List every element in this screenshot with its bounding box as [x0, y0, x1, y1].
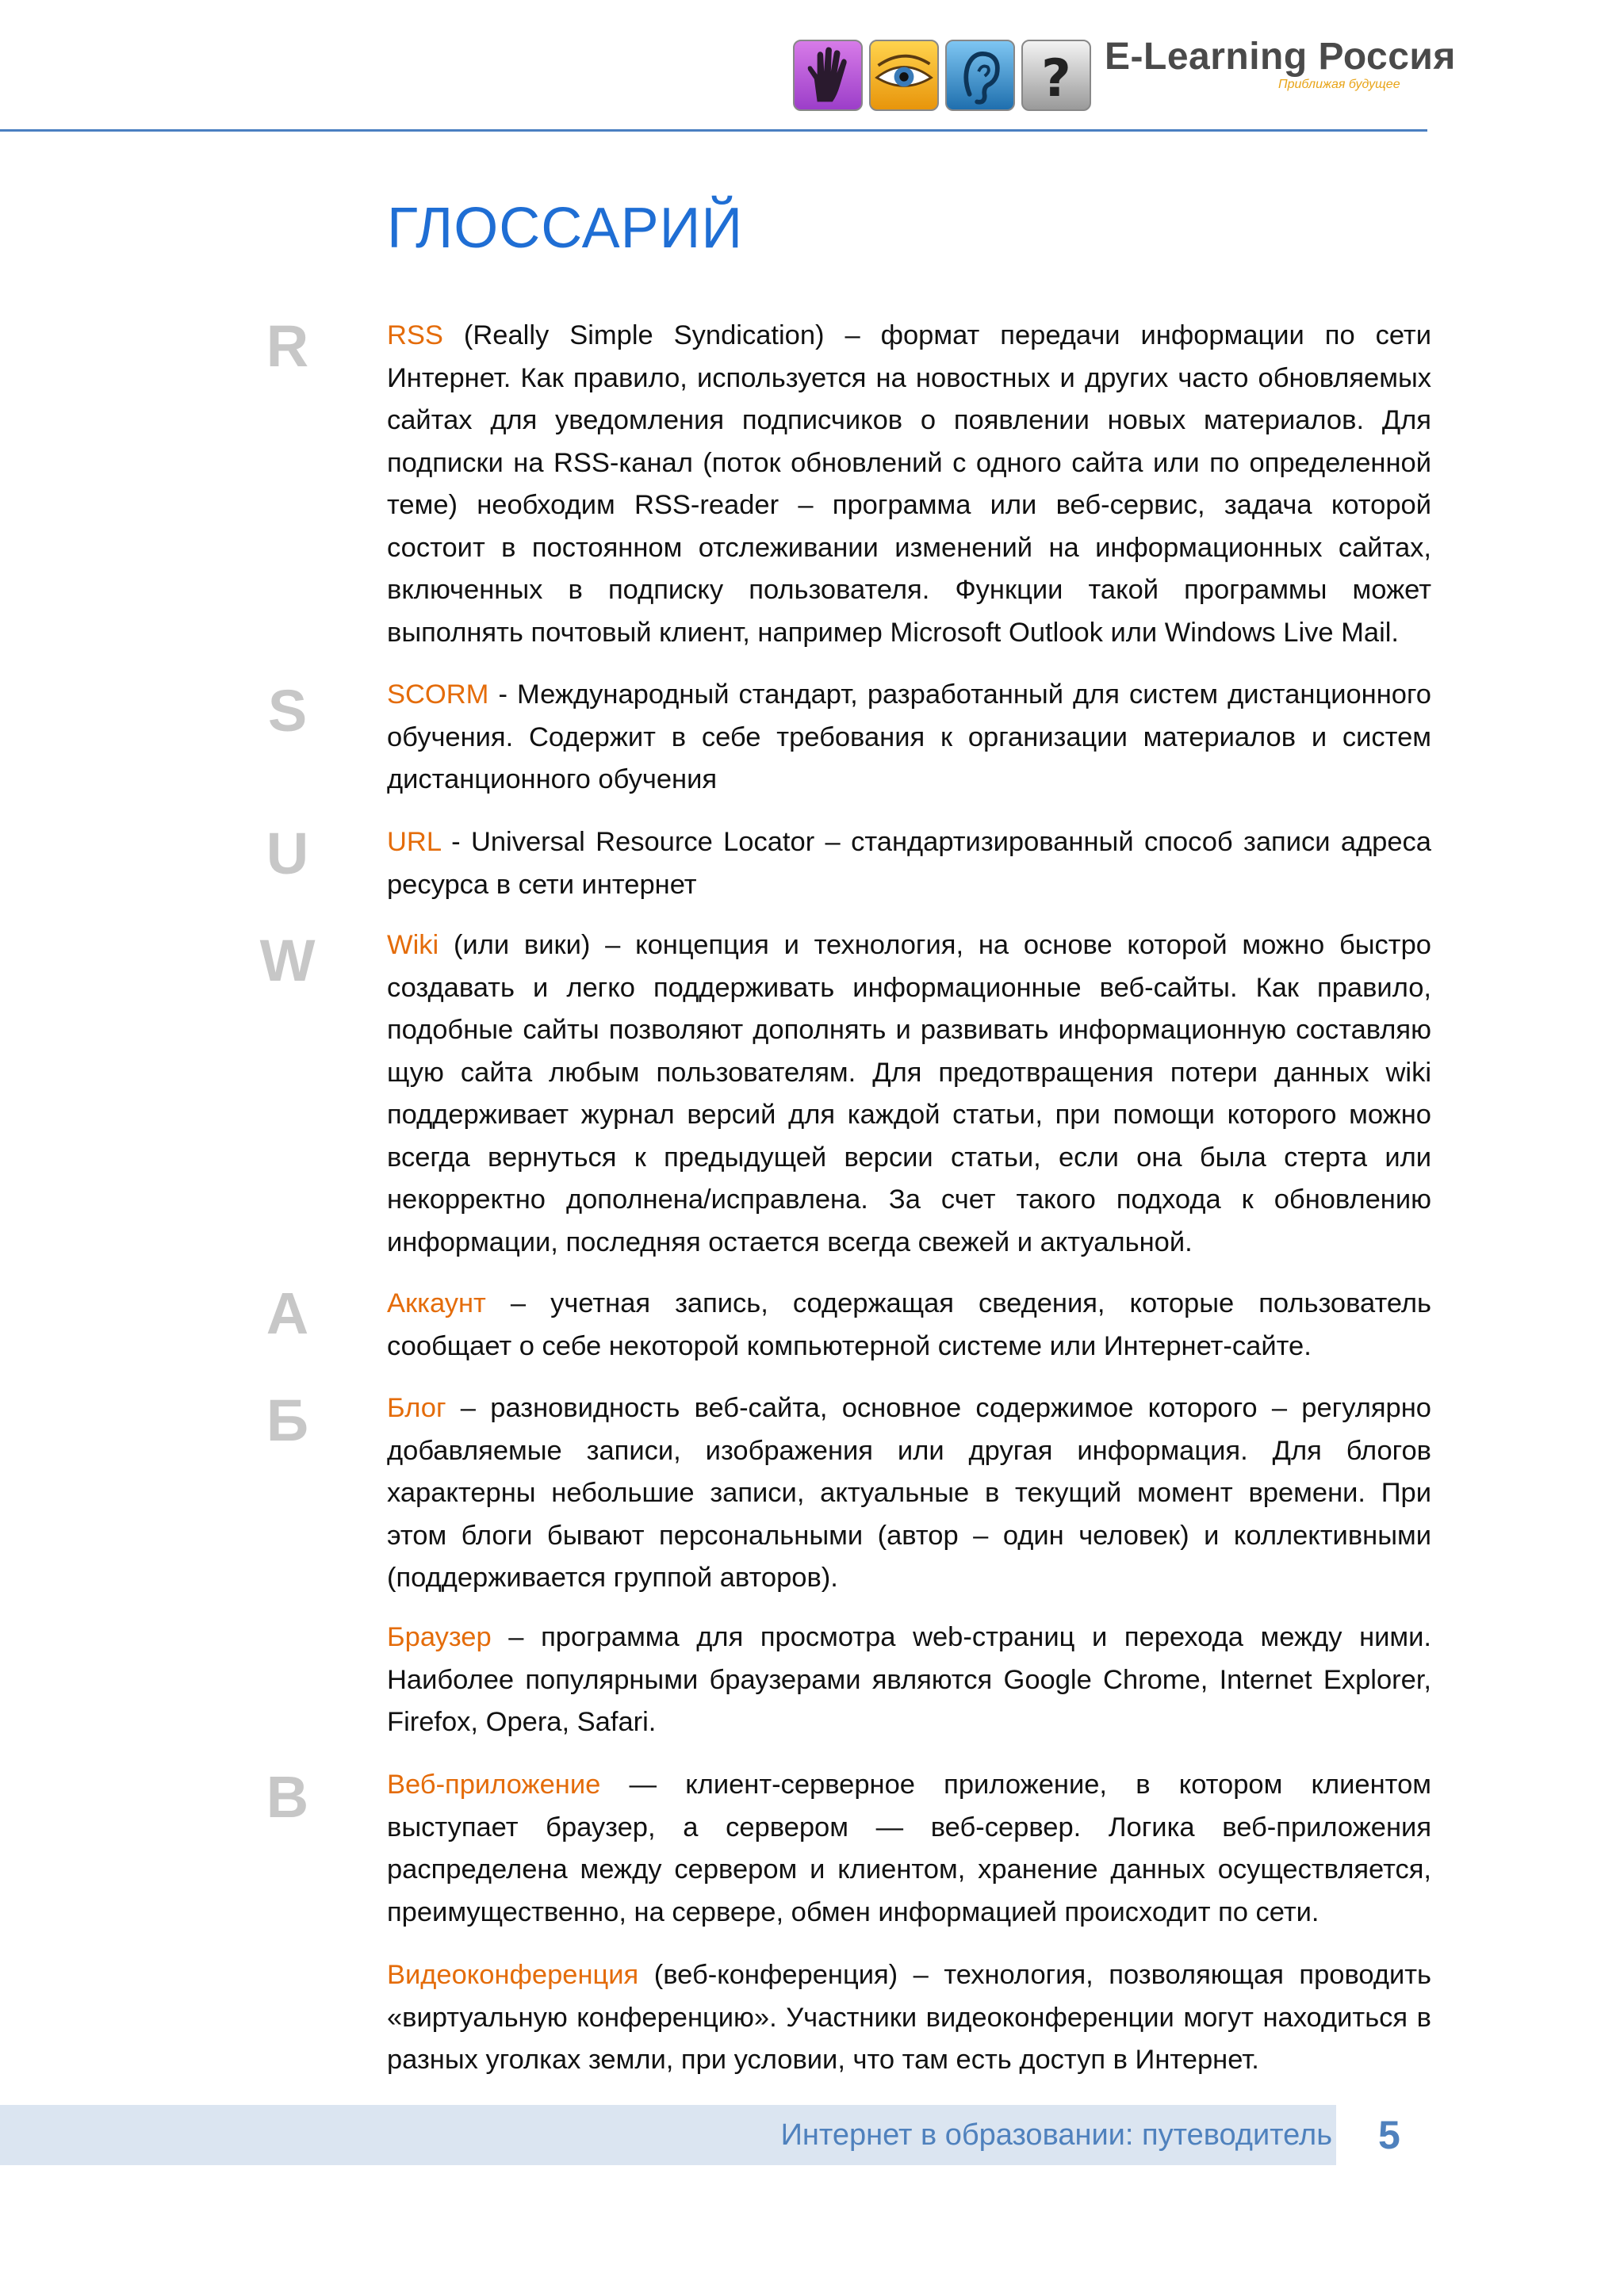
glossary-entry-videoconference	[387, 1954, 1431, 2082]
letter-marker-v: В	[266, 1764, 309, 1830]
glossary-definition: - Universal Resource Locator – стандартизированный способ записи адреса ресурса в сети интернет	[387, 827, 1431, 900]
hand-icon	[793, 40, 863, 111]
letter-marker-a: А	[266, 1280, 309, 1346]
glossary-entry-wiki	[387, 924, 1431, 1264]
footer-title: Интернет в образовании: путеводитель	[780, 2118, 1332, 2152]
glossary-term: Аккаунт	[387, 1288, 486, 1318]
logo-tiles	[793, 40, 1091, 111]
glossary-term: Wiki	[387, 930, 439, 960]
glossary-term: Видеоконференция	[387, 1960, 639, 1990]
page-number: 5	[1378, 2113, 1400, 2157]
letter-marker-s: S	[267, 678, 308, 744]
glossary-term: RSS	[387, 320, 443, 350]
glossary-definition: (или вики) – концепция и технология, на основе которой можно быстро создавать и легко поддерживать информационные веб-сайты. Как правило, подобные сайты позволяют дополнять и развивать информационную составляю щую сайта любым пользователям. Для предотвращения потери данных wiki поддерживает журнал версий для каждой статьи, при помощи которого можно всегда вернуться к предыдущей версии статьи, если она была стерта или некорректно дополнена/исправлена. За счет такого подхода к обновлению информации, последняя остается всегда свежей и актуальной.	[387, 930, 1431, 1257]
glossary-term: SCORM	[387, 679, 489, 710]
glossary-entry-browser	[387, 1617, 1431, 1744]
glossary-definition: – разновидность веб-сайта, основное содержимое которого – регулярно добавляемые записи, изображения или другая информация. Для блогов характерны небольшие записи, актуальные в текущий момент времени. При этом блоги бывают персональными (автор – один человек) и коллективными (поддерживается группой авторов).	[387, 1393, 1431, 1593]
header-logo	[793, 32, 1456, 119]
glossary-term: URL	[387, 827, 441, 857]
logo-tagline: Приближая будущее	[1278, 78, 1400, 91]
eye-icon	[869, 40, 939, 111]
glossary-definition: — клиент-серверное приложение, в котором клиентом выступает браузер, а сервером — веб-сервер. Логика веб-приложения распределена между сервером и клиентом, хранение данных осуществляется, преимущественно, на сервере, обмен информацией происходит по сети.	[387, 1770, 1431, 1927]
letter-marker-w: W	[259, 928, 316, 993]
glossary-entry-account	[387, 1283, 1431, 1368]
glossary-entry-rss	[387, 315, 1431, 654]
glossary-definition: (веб-конференция) – технология, позволяющая проводить «виртуальную конференцию». Участники видеоконференции могут находиться в разных уголках земли, при условии, что там есть доступ в Интернет.	[387, 1960, 1431, 2075]
glossary-term: Браузер	[387, 1622, 492, 1652]
svg-text:?: ?	[1041, 48, 1071, 109]
glossary-entry-blog	[387, 1387, 1431, 1600]
glossary-term: Блог	[387, 1393, 446, 1423]
glossary-definition: - Международный стандарт, разработанный для систем дистанционного обучения. Содержит в себе требования к организации материалов и систем дистанционного обучения	[387, 679, 1431, 794]
letter-marker-b: Б	[266, 1387, 309, 1453]
glossary-term: Веб-приложение	[387, 1770, 601, 1800]
logo-title: E-Learning Россия	[1105, 36, 1456, 78]
glossary-entry-web-app	[387, 1764, 1431, 1934]
glossary-entry-scorm	[387, 674, 1431, 802]
page-title: ГЛОССАРИЙ	[387, 197, 744, 260]
glossary-definition: – учетная запись, содержащая сведения, которые пользователь сообщает о себе некоторой компьютерной системе или Интернет-сайте.	[387, 1288, 1431, 1361]
glossary-definition: (Really Simple Syndication) – формат передачи информации по сети Интернет. Как правило, используется на новостных и других часто обновляемых сайтах для уведомления подписчиков о появлении новых материалов. Для подписки на RSS-канал (поток обновлений с одного сайта или по определенной теме) необходим RSS-reader – программа или веб-сервис, задача которой состоит в постоянном отслеживании изменений на информационных сайтах, включенных в подписку пользователя. Функции такой программы может выполнять почтовый клиент, например Microsoft Outlook или Windows Live Mail.	[387, 320, 1431, 648]
question-mark-icon	[1021, 40, 1091, 111]
glossary-entry-url	[387, 821, 1431, 906]
glossary-definition: – программа для просмотра web-страниц и перехода между ними. Наиболее популярными браузерами являются Google Chrome, Internet Explorer, Firefox, Opera, Safari.	[387, 1622, 1431, 1737]
ear-icon	[945, 40, 1015, 111]
letter-marker-u: U	[266, 821, 309, 886]
header-divider	[0, 129, 1427, 132]
letter-marker-r: R	[266, 313, 309, 379]
